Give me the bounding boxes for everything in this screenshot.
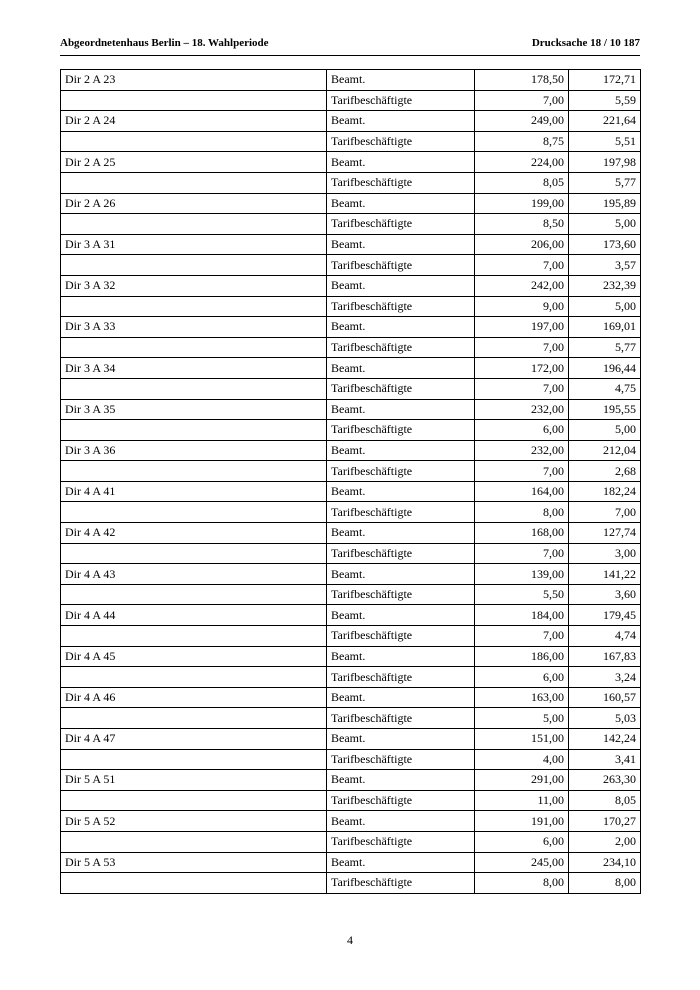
target-value-cell: 232,00 bbox=[475, 399, 569, 420]
table-row bbox=[61, 378, 641, 399]
table-row bbox=[61, 564, 641, 585]
actual-value-cell: 172,71 bbox=[569, 70, 641, 91]
staff-type-cell: Beamt. bbox=[327, 811, 475, 832]
actual-value-cell: 5,51 bbox=[569, 131, 641, 152]
table-row bbox=[61, 90, 641, 111]
header-document-number: Drucksache 18 / 10 187 bbox=[531, 37, 640, 49]
table-row bbox=[61, 420, 641, 441]
unit-cell: Dir 2 A 23 bbox=[61, 70, 327, 91]
target-value-cell: 8,75 bbox=[475, 131, 569, 152]
table-row bbox=[61, 399, 641, 420]
unit-cell bbox=[61, 543, 327, 564]
table-row bbox=[61, 873, 641, 894]
table-body bbox=[61, 70, 641, 894]
actual-value-cell: 195,89 bbox=[569, 193, 641, 214]
staff-type-cell: Tarifbeschäftigte bbox=[327, 420, 475, 441]
table-row bbox=[61, 255, 641, 276]
target-value-cell: 186,00 bbox=[475, 646, 569, 667]
actual-value-cell: 195,55 bbox=[569, 399, 641, 420]
unit-cell: Dir 3 A 35 bbox=[61, 399, 327, 420]
table-row bbox=[61, 172, 641, 193]
staff-type-cell: Tarifbeschäftigte bbox=[327, 626, 475, 647]
actual-value-cell: 5,03 bbox=[569, 708, 641, 729]
actual-value-cell: 234,10 bbox=[569, 852, 641, 873]
table-row bbox=[61, 461, 641, 482]
staff-type-cell: Tarifbeschäftigte bbox=[327, 172, 475, 193]
unit-cell: Dir 4 A 47 bbox=[61, 729, 327, 750]
target-value-cell: 6,00 bbox=[475, 420, 569, 441]
staff-type-cell: Beamt. bbox=[327, 481, 475, 502]
unit-cell bbox=[61, 172, 327, 193]
target-value-cell: 245,00 bbox=[475, 852, 569, 873]
table-row bbox=[61, 296, 641, 317]
table-row bbox=[61, 626, 641, 647]
actual-value-cell: 173,60 bbox=[569, 234, 641, 255]
staff-type-cell: Beamt. bbox=[327, 193, 475, 214]
table-row bbox=[61, 729, 641, 750]
staff-type-cell: Tarifbeschäftigte bbox=[327, 584, 475, 605]
table-row bbox=[61, 502, 641, 523]
target-value-cell: 7,00 bbox=[475, 337, 569, 358]
actual-value-cell: 179,45 bbox=[569, 605, 641, 626]
unit-cell bbox=[61, 420, 327, 441]
target-value-cell: 206,00 bbox=[475, 234, 569, 255]
unit-cell: Dir 5 A 53 bbox=[61, 852, 327, 873]
unit-cell: Dir 4 A 46 bbox=[61, 687, 327, 708]
table-row bbox=[61, 708, 641, 729]
actual-value-cell: 4,74 bbox=[569, 626, 641, 647]
actual-value-cell: 3,57 bbox=[569, 255, 641, 276]
unit-cell bbox=[61, 296, 327, 317]
actual-value-cell: 5,00 bbox=[569, 420, 641, 441]
table-row bbox=[61, 234, 641, 255]
unit-cell bbox=[61, 873, 327, 894]
target-value-cell: 8,00 bbox=[475, 873, 569, 894]
unit-cell: Dir 3 A 31 bbox=[61, 234, 327, 255]
table-row bbox=[61, 214, 641, 235]
staff-type-cell: Beamt. bbox=[327, 234, 475, 255]
unit-cell bbox=[61, 214, 327, 235]
table-row bbox=[61, 193, 641, 214]
actual-value-cell: 4,75 bbox=[569, 378, 641, 399]
target-value-cell: 139,00 bbox=[475, 564, 569, 585]
staff-type-cell: Beamt. bbox=[327, 564, 475, 585]
staff-type-cell: Tarifbeschäftigte bbox=[327, 90, 475, 111]
target-value-cell: 7,00 bbox=[475, 543, 569, 564]
target-value-cell: 197,00 bbox=[475, 317, 569, 338]
staff-type-cell: Beamt. bbox=[327, 317, 475, 338]
target-value-cell: 8,50 bbox=[475, 214, 569, 235]
target-value-cell: 224,00 bbox=[475, 152, 569, 173]
header-parliament: Abgeordnetenhaus Berlin – 18. Wahlperiode bbox=[60, 37, 269, 49]
target-value-cell: 6,00 bbox=[475, 831, 569, 852]
target-value-cell: 5,00 bbox=[475, 708, 569, 729]
unit-cell bbox=[61, 131, 327, 152]
target-value-cell: 199,00 bbox=[475, 193, 569, 214]
unit-cell bbox=[61, 378, 327, 399]
staff-type-cell: Tarifbeschäftigte bbox=[327, 708, 475, 729]
unit-cell: Dir 4 A 41 bbox=[61, 481, 327, 502]
unit-cell bbox=[61, 584, 327, 605]
staff-type-cell: Beamt. bbox=[327, 358, 475, 379]
actual-value-cell: 3,24 bbox=[569, 667, 641, 688]
unit-cell: Dir 5 A 52 bbox=[61, 811, 327, 832]
table-row bbox=[61, 111, 641, 132]
actual-value-cell: 5,00 bbox=[569, 296, 641, 317]
staff-type-cell: Beamt. bbox=[327, 440, 475, 461]
staff-type-cell: Tarifbeschäftigte bbox=[327, 378, 475, 399]
actual-value-cell: 8,05 bbox=[569, 790, 641, 811]
target-value-cell: 242,00 bbox=[475, 275, 569, 296]
staff-type-cell: Tarifbeschäftigte bbox=[327, 131, 475, 152]
staff-type-cell: Beamt. bbox=[327, 523, 475, 544]
table-row bbox=[61, 131, 641, 152]
staff-type-cell: Tarifbeschäftigte bbox=[327, 790, 475, 811]
staff-type-cell: Tarifbeschäftigte bbox=[327, 831, 475, 852]
actual-value-cell: 212,04 bbox=[569, 440, 641, 461]
table-row bbox=[61, 440, 641, 461]
target-value-cell: 5,50 bbox=[475, 584, 569, 605]
staff-type-cell: Tarifbeschäftigte bbox=[327, 461, 475, 482]
table-row bbox=[61, 646, 641, 667]
target-value-cell: 9,00 bbox=[475, 296, 569, 317]
staff-type-cell: Tarifbeschäftigte bbox=[327, 873, 475, 894]
unit-cell bbox=[61, 502, 327, 523]
table-row bbox=[61, 852, 641, 873]
table-row bbox=[61, 543, 641, 564]
actual-value-cell: 167,83 bbox=[569, 646, 641, 667]
unit-cell bbox=[61, 255, 327, 276]
table-row bbox=[61, 687, 641, 708]
table-row bbox=[61, 605, 641, 626]
staff-type-cell: Beamt. bbox=[327, 399, 475, 420]
actual-value-cell: 2,68 bbox=[569, 461, 641, 482]
unit-cell: Dir 3 A 34 bbox=[61, 358, 327, 379]
target-value-cell: 172,00 bbox=[475, 358, 569, 379]
target-value-cell: 8,05 bbox=[475, 172, 569, 193]
actual-value-cell: 182,24 bbox=[569, 481, 641, 502]
staff-type-cell: Tarifbeschäftigte bbox=[327, 543, 475, 564]
table-row bbox=[61, 790, 641, 811]
target-value-cell: 7,00 bbox=[475, 90, 569, 111]
target-value-cell: 178,50 bbox=[475, 70, 569, 91]
table-row bbox=[61, 317, 641, 338]
header-divider bbox=[60, 55, 640, 56]
table-row bbox=[61, 811, 641, 832]
unit-cell: Dir 2 A 25 bbox=[61, 152, 327, 173]
actual-value-cell: 127,74 bbox=[569, 523, 641, 544]
unit-cell bbox=[61, 790, 327, 811]
table-row bbox=[61, 337, 641, 358]
actual-value-cell: 3,60 bbox=[569, 584, 641, 605]
staff-type-cell: Beamt. bbox=[327, 852, 475, 873]
staff-type-cell: Beamt. bbox=[327, 646, 475, 667]
staff-type-cell: Beamt. bbox=[327, 152, 475, 173]
actual-value-cell: 8,00 bbox=[569, 873, 641, 894]
target-value-cell: 163,00 bbox=[475, 687, 569, 708]
staff-type-cell: Tarifbeschäftigte bbox=[327, 214, 475, 235]
staff-type-cell: Tarifbeschäftigte bbox=[327, 255, 475, 276]
staff-type-cell: Beamt. bbox=[327, 70, 475, 91]
staff-type-cell: Tarifbeschäftigte bbox=[327, 749, 475, 770]
target-value-cell: 8,00 bbox=[475, 502, 569, 523]
target-value-cell: 184,00 bbox=[475, 605, 569, 626]
actual-value-cell: 3,41 bbox=[569, 749, 641, 770]
unit-cell: Dir 2 A 26 bbox=[61, 193, 327, 214]
unit-cell: Dir 4 A 44 bbox=[61, 605, 327, 626]
staff-type-cell: Beamt. bbox=[327, 275, 475, 296]
target-value-cell: 7,00 bbox=[475, 378, 569, 399]
actual-value-cell: 263,30 bbox=[569, 770, 641, 791]
target-value-cell: 191,00 bbox=[475, 811, 569, 832]
actual-value-cell: 196,44 bbox=[569, 358, 641, 379]
staff-type-cell: Tarifbeschäftigte bbox=[327, 296, 475, 317]
target-value-cell: 232,00 bbox=[475, 440, 569, 461]
actual-value-cell: 5,59 bbox=[569, 90, 641, 111]
table-row bbox=[61, 831, 641, 852]
table-row bbox=[61, 481, 641, 502]
target-value-cell: 151,00 bbox=[475, 729, 569, 750]
target-value-cell: 7,00 bbox=[475, 461, 569, 482]
unit-cell bbox=[61, 667, 327, 688]
target-value-cell: 291,00 bbox=[475, 770, 569, 791]
table-row bbox=[61, 749, 641, 770]
target-value-cell: 7,00 bbox=[475, 255, 569, 276]
staff-type-cell: Beamt. bbox=[327, 770, 475, 791]
actual-value-cell: 232,39 bbox=[569, 275, 641, 296]
unit-cell: Dir 3 A 32 bbox=[61, 275, 327, 296]
unit-cell: Dir 5 A 51 bbox=[61, 770, 327, 791]
unit-cell: Dir 3 A 33 bbox=[61, 317, 327, 338]
staff-type-cell: Beamt. bbox=[327, 605, 475, 626]
table-row bbox=[61, 358, 641, 379]
target-value-cell: 249,00 bbox=[475, 111, 569, 132]
unit-cell bbox=[61, 749, 327, 770]
staff-type-cell: Tarifbeschäftigte bbox=[327, 337, 475, 358]
actual-value-cell: 160,57 bbox=[569, 687, 641, 708]
actual-value-cell: 5,77 bbox=[569, 172, 641, 193]
table-row bbox=[61, 584, 641, 605]
page-number: 4 bbox=[347, 933, 353, 947]
unit-cell: Dir 4 A 43 bbox=[61, 564, 327, 585]
table-row bbox=[61, 770, 641, 791]
actual-value-cell: 2,00 bbox=[569, 831, 641, 852]
unit-cell: Dir 2 A 24 bbox=[61, 111, 327, 132]
table-row bbox=[61, 70, 641, 91]
unit-cell bbox=[61, 626, 327, 647]
actual-value-cell: 5,77 bbox=[569, 337, 641, 358]
target-value-cell: 6,00 bbox=[475, 667, 569, 688]
table-row bbox=[61, 152, 641, 173]
actual-value-cell: 169,01 bbox=[569, 317, 641, 338]
table-row bbox=[61, 275, 641, 296]
table-row bbox=[61, 667, 641, 688]
table-row bbox=[61, 523, 641, 544]
unit-cell: Dir 4 A 45 bbox=[61, 646, 327, 667]
target-value-cell: 7,00 bbox=[475, 626, 569, 647]
unit-cell: Dir 4 A 42 bbox=[61, 523, 327, 544]
actual-value-cell: 5,00 bbox=[569, 214, 641, 235]
actual-value-cell: 141,22 bbox=[569, 564, 641, 585]
staff-type-cell: Tarifbeschäftigte bbox=[327, 502, 475, 523]
target-value-cell: 11,00 bbox=[475, 790, 569, 811]
unit-cell bbox=[61, 337, 327, 358]
staff-type-cell: Beamt. bbox=[327, 111, 475, 132]
actual-value-cell: 3,00 bbox=[569, 543, 641, 564]
actual-value-cell: 142,24 bbox=[569, 729, 641, 750]
actual-value-cell: 221,64 bbox=[569, 111, 641, 132]
target-value-cell: 164,00 bbox=[475, 481, 569, 502]
unit-cell bbox=[61, 831, 327, 852]
staff-type-cell: Beamt. bbox=[327, 729, 475, 750]
target-value-cell: 4,00 bbox=[475, 749, 569, 770]
unit-cell bbox=[61, 90, 327, 111]
staffing-table bbox=[60, 69, 641, 894]
actual-value-cell: 197,98 bbox=[569, 152, 641, 173]
unit-cell bbox=[61, 461, 327, 482]
target-value-cell: 168,00 bbox=[475, 523, 569, 544]
unit-cell bbox=[61, 708, 327, 729]
staff-type-cell: Beamt. bbox=[327, 687, 475, 708]
actual-value-cell: 170,27 bbox=[569, 811, 641, 832]
staff-type-cell: Tarifbeschäftigte bbox=[327, 667, 475, 688]
unit-cell: Dir 3 A 36 bbox=[61, 440, 327, 461]
actual-value-cell: 7,00 bbox=[569, 502, 641, 523]
